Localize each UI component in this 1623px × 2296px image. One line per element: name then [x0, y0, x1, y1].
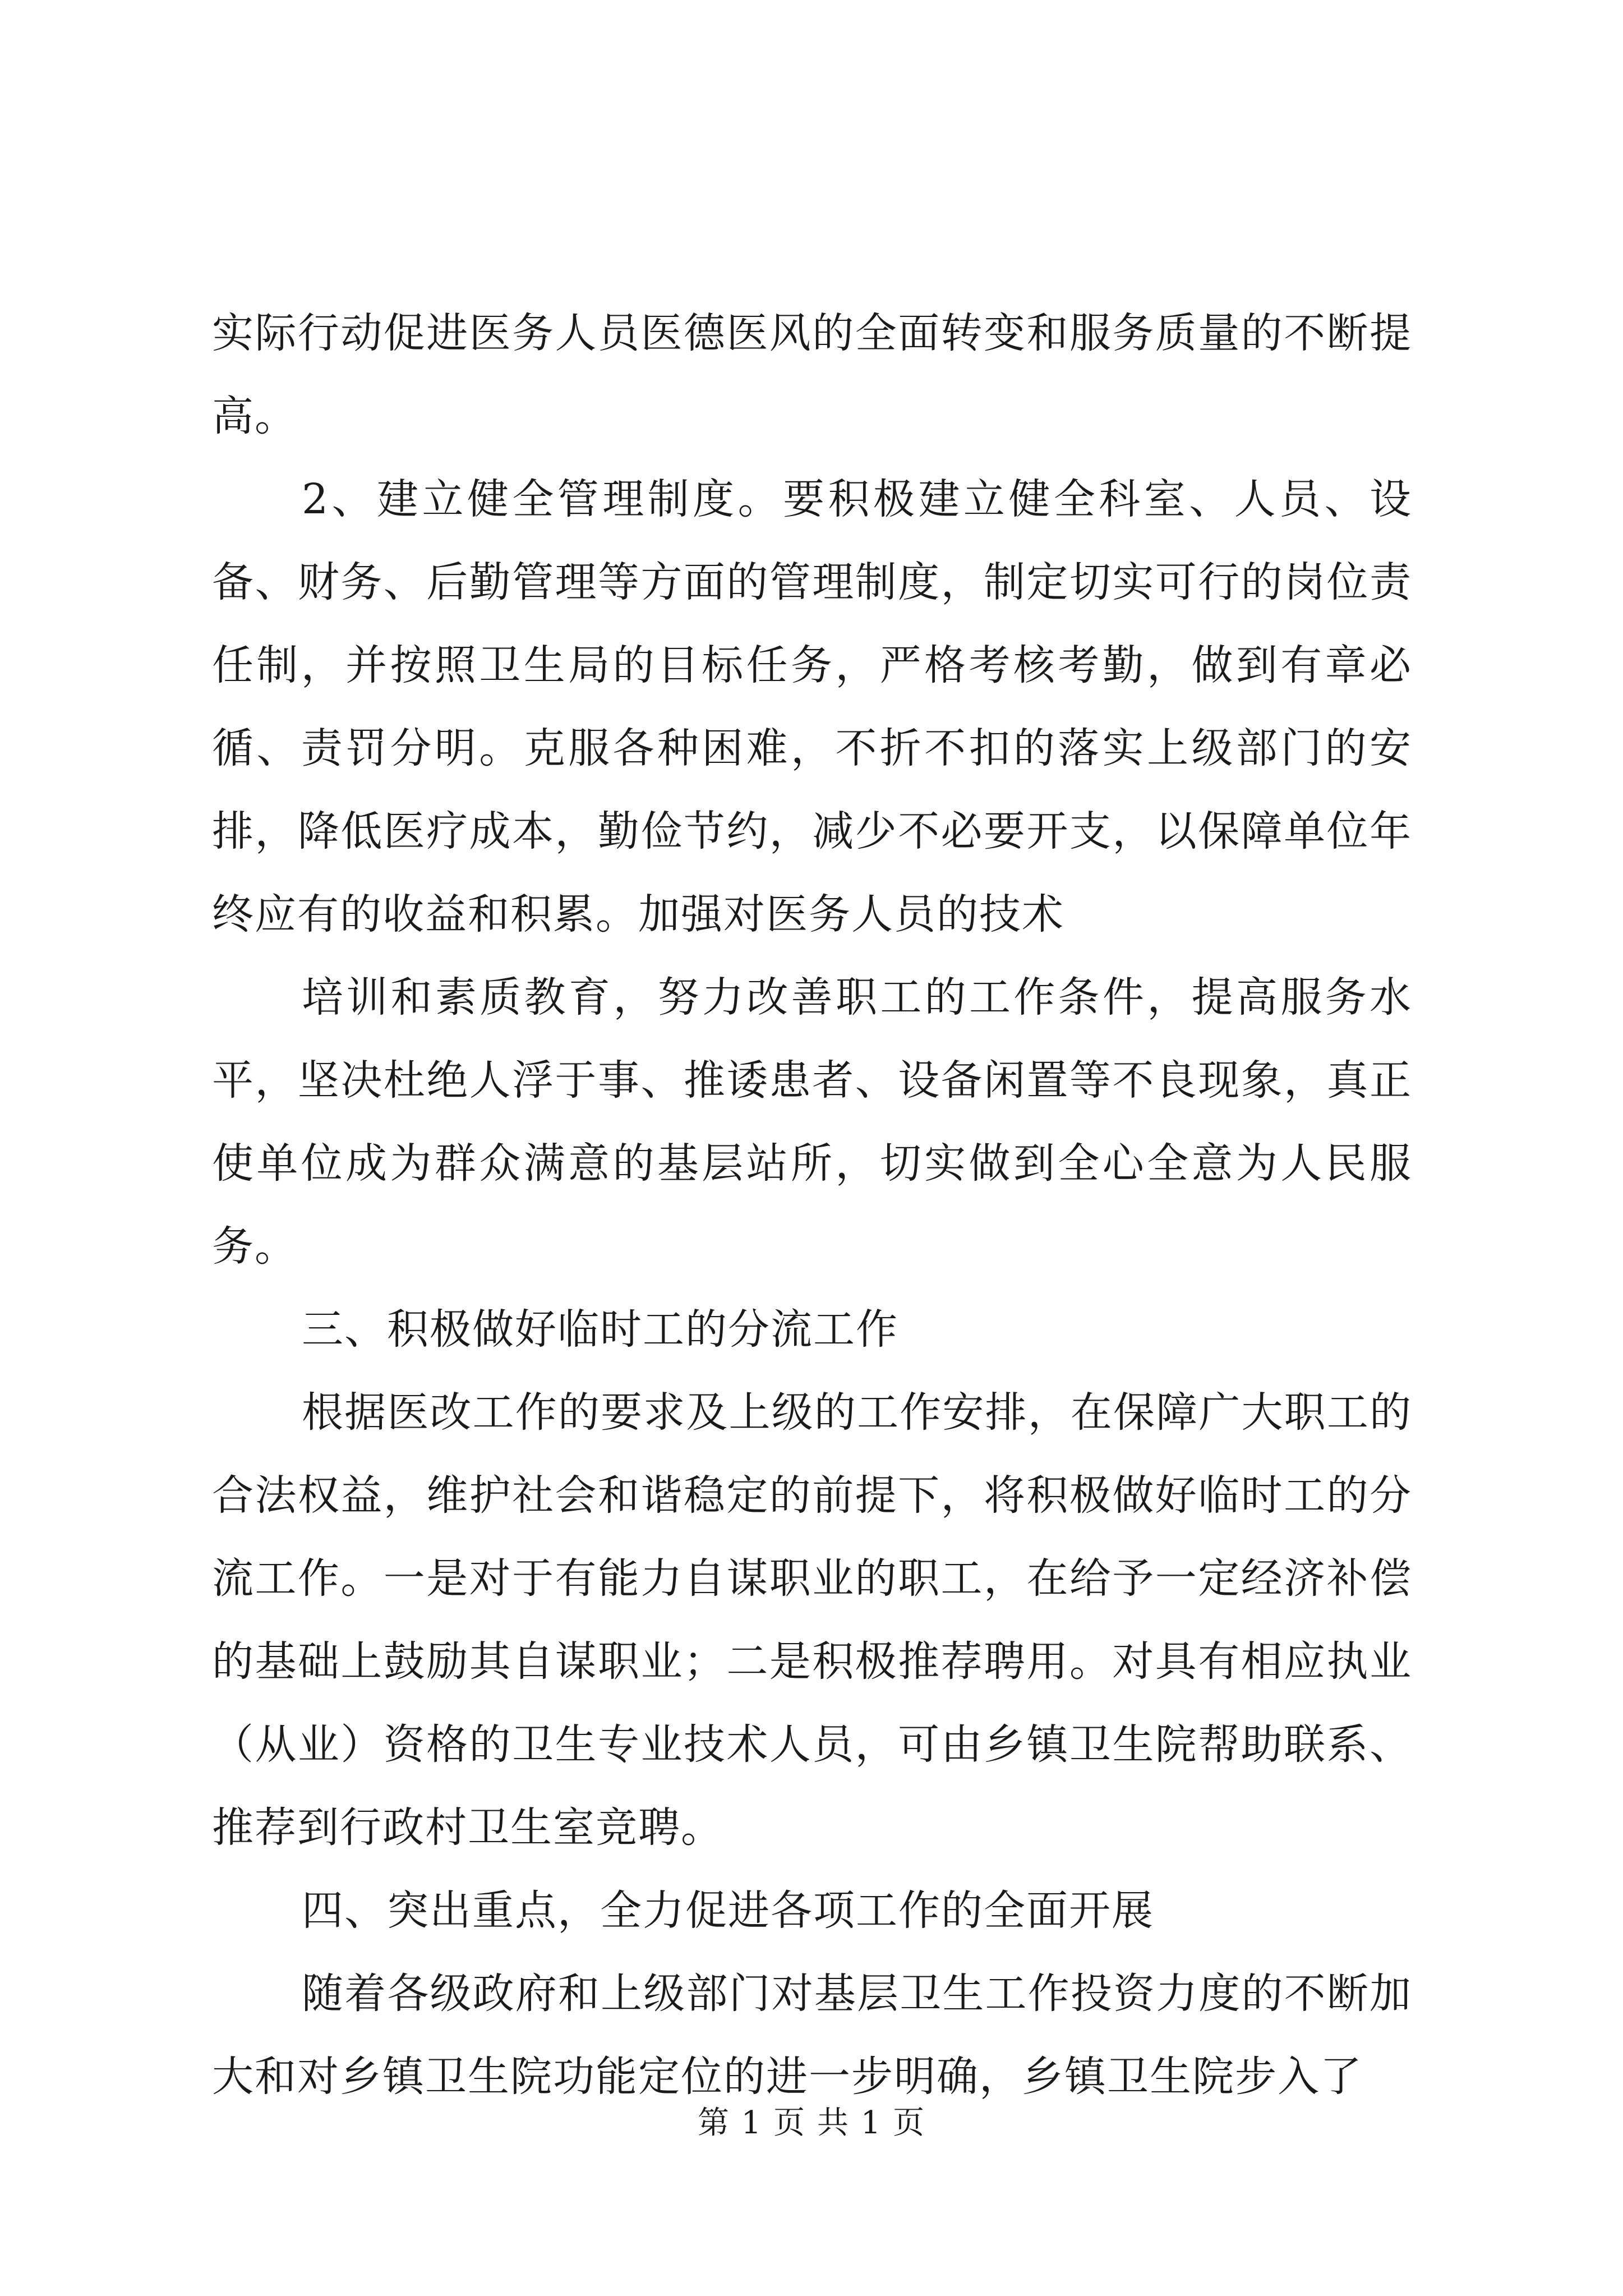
page-footer: 第 1 页 共 1 页: [697, 2105, 926, 2141]
section-heading-3: 三、积极做好临时工的分流工作: [302, 1305, 898, 1354]
paragraph-3: 培训和素质教育，努力改善职工的工作条件，提高服务水平，坚决杜绝人浮于事、推诿患者、设备闲置等不良现象，真正使单位成为群众满意的基层站所，切实做到全心全意为人民服务。: [212, 973, 1412, 1271]
paragraph-2: 2、建立健全管理制度。要积极建立健全科室、人员、设备、财务、后勤管理等方面的管理制度，制定切实可行的岗位责任制，并按照卫生局的目标任务，严格考核考勤，做到有章必循、责罚分明。克服各种困难，不折不扣的落实上级部门的安排，降低医疗成本，勤俭节约，减少不必要开支，以保障单位年终应有的收益和积累。加强对医务人员的技术: [212, 475, 1412, 938]
section-heading-4: 四、突出重点，全力促进各项工作的全面开展: [302, 1887, 1154, 1935]
paragraph-1: 实际行动促进医务人员医德医风的全面转变和服务质量的不断提高。: [212, 309, 1412, 440]
paragraph-7: 随着各级政府和上级部门对基层卫生工作投资力度的不断加大和对乡镇卫生院功能定位的进一步明确，乡镇卫生院步入了: [212, 1970, 1412, 2101]
paragraph-5: 根据医改工作的要求及上级的工作安排，在保障广大职工的合法权益，维护社会和谐稳定的前提下，将积极做好临时工的分流工作。一是对于有能力自谋职业的职工，在给予一定经济补偿的基础上鼓励其自谋职业；二是积极推荐聘用。对具有相应执业（从业）资格的卫生专业技术人员，可由乡镇卫生院帮助联系、推荐到行政村卫生室竞聘。: [212, 1388, 1412, 1852]
document-body: [212, 292, 1412, 2118]
